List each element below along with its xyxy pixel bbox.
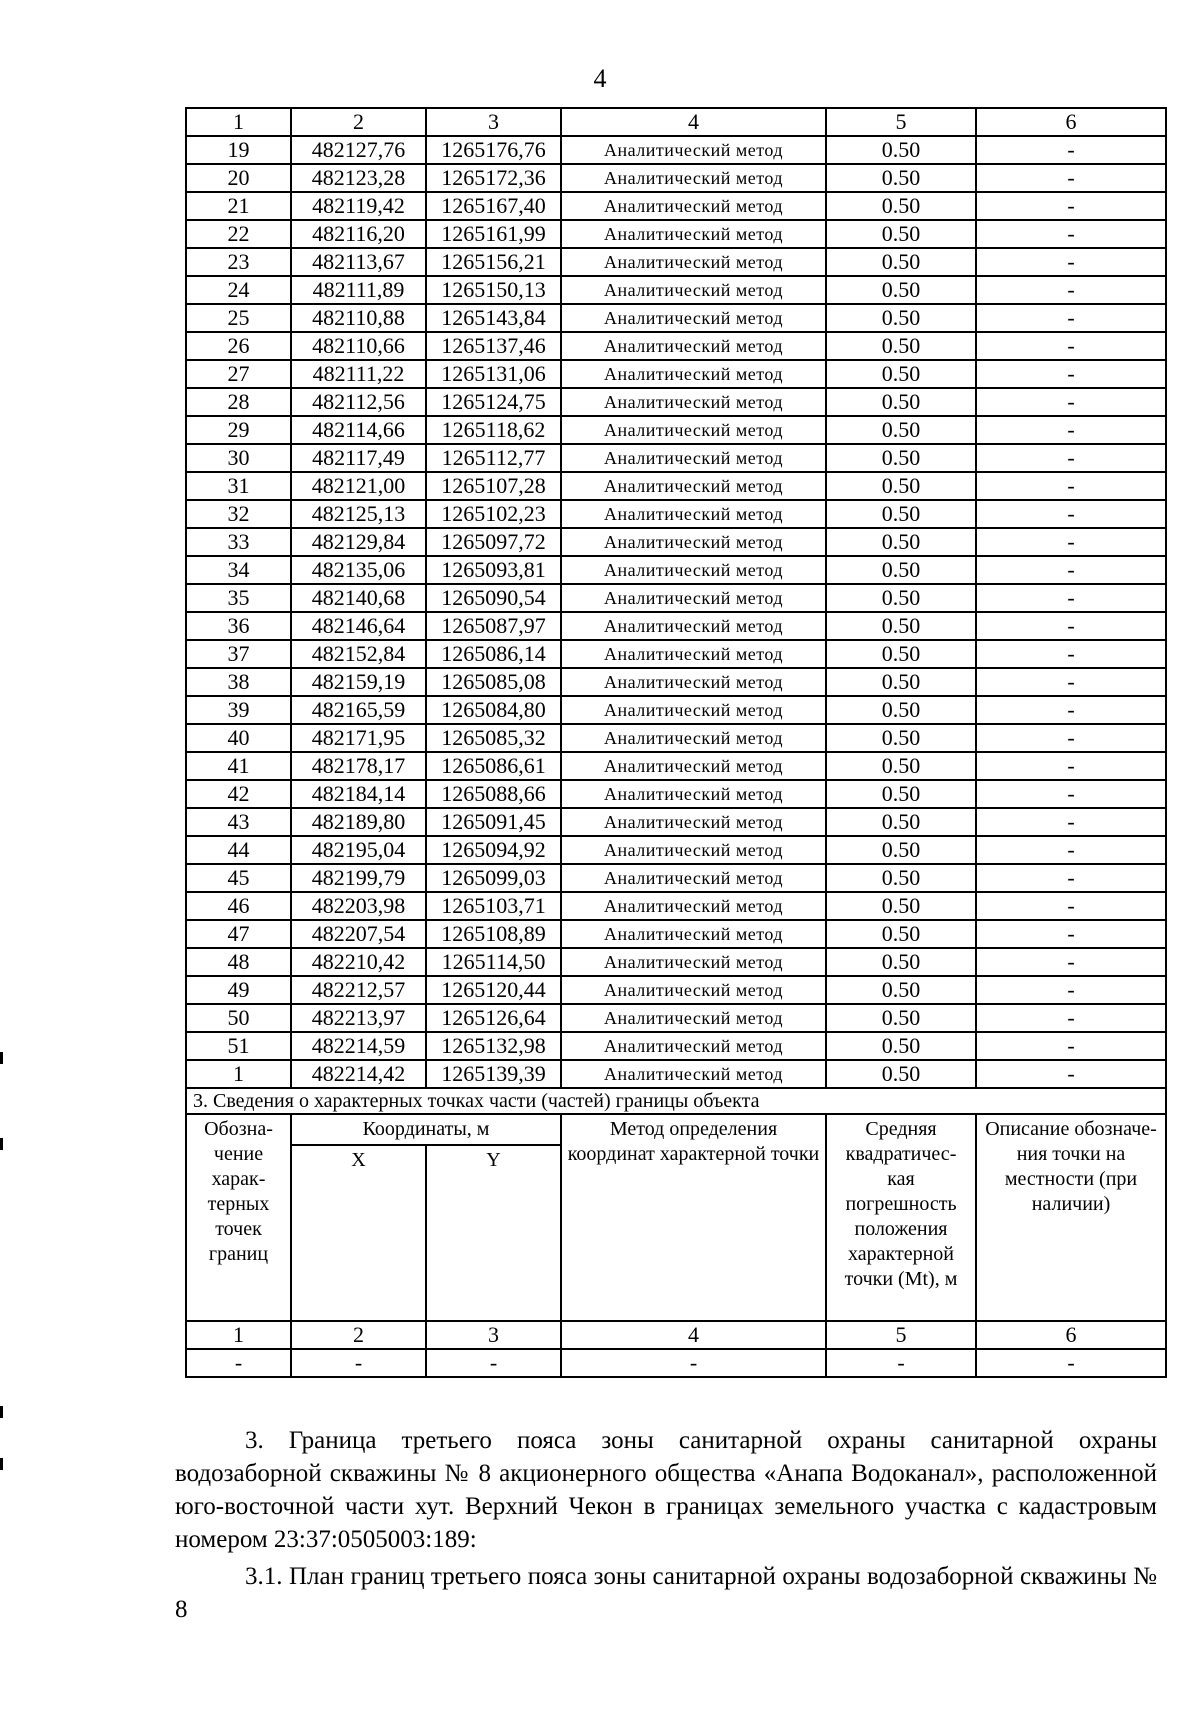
description-cell: - bbox=[976, 724, 1166, 752]
description-cell: - bbox=[976, 220, 1166, 248]
y-coordinate-cell: 1265090,54 bbox=[426, 584, 561, 612]
description-cell: - bbox=[976, 864, 1166, 892]
y-coordinate-cell: 1265114,50 bbox=[426, 948, 561, 976]
method-cell: Аналитический метод bbox=[561, 780, 826, 808]
table-row bbox=[186, 220, 1166, 248]
y-coordinate-cell: 1265099,03 bbox=[426, 864, 561, 892]
table-row bbox=[186, 192, 1166, 220]
table-row bbox=[186, 528, 1166, 556]
description-cell: - bbox=[976, 612, 1166, 640]
description-cell: - bbox=[976, 584, 1166, 612]
empty-cell: - bbox=[976, 1349, 1166, 1377]
method-cell: Аналитический метод bbox=[561, 444, 826, 472]
point-number-cell: 20 bbox=[186, 164, 291, 192]
table-row bbox=[186, 892, 1166, 920]
table-row bbox=[186, 724, 1166, 752]
table-row bbox=[186, 752, 1166, 780]
point-number-cell: 51 bbox=[186, 1032, 291, 1060]
error-cell: 0.50 bbox=[826, 1004, 976, 1032]
table-row bbox=[186, 556, 1166, 584]
error-cell: 0.50 bbox=[826, 640, 976, 668]
error-cell: 0.50 bbox=[826, 248, 976, 276]
y-coordinate-cell: 1265143,84 bbox=[426, 304, 561, 332]
description-cell: - bbox=[976, 892, 1166, 920]
method-cell: Аналитический метод bbox=[561, 220, 826, 248]
section3-empty-row bbox=[186, 1349, 1166, 1377]
column-number: 4 bbox=[561, 1321, 826, 1349]
description-cell: - bbox=[976, 1004, 1166, 1032]
description-cell: - bbox=[976, 752, 1166, 780]
table-row bbox=[186, 1060, 1166, 1088]
table-row bbox=[186, 1004, 1166, 1032]
method-cell: Аналитический метод bbox=[561, 360, 826, 388]
error-cell: 0.50 bbox=[826, 164, 976, 192]
column-number: 2 bbox=[291, 1321, 426, 1349]
point-number-cell: 26 bbox=[186, 332, 291, 360]
point-number-cell: 28 bbox=[186, 388, 291, 416]
description-cell: - bbox=[976, 556, 1166, 584]
error-cell: 0.50 bbox=[826, 864, 976, 892]
error-cell: 0.50 bbox=[826, 752, 976, 780]
point-number-cell: 30 bbox=[186, 444, 291, 472]
method-cell: Аналитический метод bbox=[561, 1004, 826, 1032]
coordinates-table bbox=[185, 107, 1167, 1378]
error-cell: 0.50 bbox=[826, 388, 976, 416]
y-coordinate-cell: 1265176,76 bbox=[426, 136, 561, 164]
paragraph-boundary-third-zone: 3. Граница третьего пояса зоны санитарной охраны санитарной охраны водозаборной скважины № 8 акционерного общества «Анапа Водоканал», расположенной юго-восточной части хут. Верхний Чекон в границах земельного участка с кадастровым номером 23:37:0505003:189: bbox=[175, 1427, 1157, 1553]
point-number-cell: 1 bbox=[186, 1060, 291, 1088]
x-coordinate-cell: 482117,49 bbox=[291, 444, 426, 472]
table-row bbox=[186, 360, 1166, 388]
point-number-cell: 22 bbox=[186, 220, 291, 248]
description-cell: - bbox=[976, 696, 1166, 724]
point-number-cell: 43 bbox=[186, 808, 291, 836]
x-coordinate-cell: 482111,22 bbox=[291, 360, 426, 388]
method-cell: Аналитический метод bbox=[561, 1032, 826, 1060]
x-coordinate-cell: 482184,14 bbox=[291, 780, 426, 808]
y-coordinate-cell: 1265094,92 bbox=[426, 836, 561, 864]
y-coordinate-cell: 1265112,77 bbox=[426, 444, 561, 472]
method-cell: Аналитический метод bbox=[561, 500, 826, 528]
table-row bbox=[186, 696, 1166, 724]
x-coordinate-cell: 482212,57 bbox=[291, 976, 426, 1004]
point-number-cell: 24 bbox=[186, 276, 291, 304]
y-coordinate-cell: 1265085,32 bbox=[426, 724, 561, 752]
point-number-cell: 29 bbox=[186, 416, 291, 444]
error-cell: 0.50 bbox=[826, 192, 976, 220]
table-row bbox=[186, 304, 1166, 332]
error-header: Средняя квадратичес- кая погрешность положения характерной точки (Mt), м bbox=[826, 1114, 976, 1321]
method-cell: Аналитический метод bbox=[561, 724, 826, 752]
section3-header-row bbox=[186, 1114, 1166, 1145]
description-cell: - bbox=[976, 304, 1166, 332]
section3-column-number-row bbox=[186, 1321, 1166, 1349]
method-cell: Аналитический метод bbox=[561, 584, 826, 612]
error-cell: 0.50 bbox=[826, 584, 976, 612]
x-coordinate-cell: 482110,66 bbox=[291, 332, 426, 360]
method-cell: Аналитический метод bbox=[561, 248, 826, 276]
error-cell: 0.50 bbox=[826, 948, 976, 976]
y-coordinate-cell: 1265120,44 bbox=[426, 976, 561, 1004]
description-cell: - bbox=[976, 444, 1166, 472]
error-cell: 0.50 bbox=[826, 668, 976, 696]
point-number-cell: 44 bbox=[186, 836, 291, 864]
y-coordinate-cell: 1265108,89 bbox=[426, 920, 561, 948]
description-cell: - bbox=[976, 948, 1166, 976]
y-coordinate-cell: 1265086,61 bbox=[426, 752, 561, 780]
error-cell: 0.50 bbox=[826, 920, 976, 948]
method-cell: Аналитический метод bbox=[561, 864, 826, 892]
x-coordinate-cell: 482210,42 bbox=[291, 948, 426, 976]
method-cell: Аналитический метод bbox=[561, 192, 826, 220]
method-cell: Аналитический метод bbox=[561, 136, 826, 164]
method-cell: Аналитический метод bbox=[561, 332, 826, 360]
point-number-cell: 47 bbox=[186, 920, 291, 948]
point-number-cell: 46 bbox=[186, 892, 291, 920]
column-number: 5 bbox=[826, 1321, 976, 1349]
paragraph-plan-heading: 3.1. План границ третьего пояса зоны санитарной охраны водозаборной скважины № 8 bbox=[175, 1563, 1157, 1623]
method-cell: Аналитический метод bbox=[561, 948, 826, 976]
x-coordinate-cell: 482213,97 bbox=[291, 1004, 426, 1032]
point-number-cell: 31 bbox=[186, 472, 291, 500]
x-coordinate-cell: 482112,56 bbox=[291, 388, 426, 416]
y-coordinate-cell: 1265139,39 bbox=[426, 1060, 561, 1088]
error-cell: 0.50 bbox=[826, 276, 976, 304]
y-coordinate-cell: 1265093,81 bbox=[426, 556, 561, 584]
table-row bbox=[186, 472, 1166, 500]
table-row bbox=[186, 416, 1166, 444]
description-cell: - bbox=[976, 360, 1166, 388]
column-number: 6 bbox=[976, 1321, 1166, 1349]
point-number-cell: 48 bbox=[186, 948, 291, 976]
description-cell: - bbox=[976, 276, 1166, 304]
coordinates-table-body bbox=[186, 108, 1166, 1088]
x-coordinate-cell: 482146,64 bbox=[291, 612, 426, 640]
table-row bbox=[186, 808, 1166, 836]
method-cell: Аналитический метод bbox=[561, 276, 826, 304]
method-cell: Аналитический метод bbox=[561, 640, 826, 668]
table-row bbox=[186, 444, 1166, 472]
coordinates-header: Координаты, м bbox=[291, 1114, 561, 1145]
x-coordinate-cell: 482140,68 bbox=[291, 584, 426, 612]
point-number-cell: 37 bbox=[186, 640, 291, 668]
scan-margin-mark bbox=[0, 1138, 3, 1150]
description-cell: - bbox=[976, 668, 1166, 696]
x-coordinate-cell: 482116,20 bbox=[291, 220, 426, 248]
y-coordinate-cell: 1265107,28 bbox=[426, 472, 561, 500]
method-cell: Аналитический метод bbox=[561, 696, 826, 724]
x-coordinate-cell: 482129,84 bbox=[291, 528, 426, 556]
table-row bbox=[186, 948, 1166, 976]
description-cell: - bbox=[976, 500, 1166, 528]
column-number: 3 bbox=[426, 1321, 561, 1349]
section3-title: 3. Сведения о характерных точках части (частей) границы объекта bbox=[186, 1088, 1166, 1114]
method-header: Метод определения координат характерной точки bbox=[561, 1114, 826, 1321]
method-cell: Аналитический метод bbox=[561, 752, 826, 780]
point-number-cell: 33 bbox=[186, 528, 291, 556]
table-row bbox=[186, 920, 1166, 948]
method-cell: Аналитический метод bbox=[561, 388, 826, 416]
error-cell: 0.50 bbox=[826, 304, 976, 332]
y-coordinate-cell: 1265132,98 bbox=[426, 1032, 561, 1060]
column-number: 3 bbox=[426, 108, 561, 136]
x-header: X bbox=[291, 1145, 426, 1321]
y-coordinate-cell: 1265172,36 bbox=[426, 164, 561, 192]
x-coordinate-cell: 482125,13 bbox=[291, 500, 426, 528]
description-cell: - bbox=[976, 640, 1166, 668]
empty-cell: - bbox=[291, 1349, 426, 1377]
method-cell: Аналитический метод bbox=[561, 668, 826, 696]
error-cell: 0.50 bbox=[826, 444, 976, 472]
description-cell: - bbox=[976, 920, 1166, 948]
error-cell: 0.50 bbox=[826, 528, 976, 556]
description-cell: - bbox=[976, 1060, 1166, 1088]
table-row bbox=[186, 836, 1166, 864]
y-coordinate-cell: 1265084,80 bbox=[426, 696, 561, 724]
point-number-cell: 34 bbox=[186, 556, 291, 584]
description-cell: - bbox=[976, 388, 1166, 416]
error-cell: 0.50 bbox=[826, 332, 976, 360]
y-coordinate-cell: 1265085,08 bbox=[426, 668, 561, 696]
description-cell: - bbox=[976, 808, 1166, 836]
scan-margin-mark bbox=[0, 1406, 3, 1418]
x-coordinate-cell: 482159,19 bbox=[291, 668, 426, 696]
table-row bbox=[186, 136, 1166, 164]
error-cell: 0.50 bbox=[826, 1060, 976, 1088]
point-number-cell: 32 bbox=[186, 500, 291, 528]
method-cell: Аналитический метод bbox=[561, 892, 826, 920]
error-cell: 0.50 bbox=[826, 976, 976, 1004]
column-number-row bbox=[186, 108, 1166, 136]
table-row bbox=[186, 640, 1166, 668]
y-header: Y bbox=[426, 1145, 561, 1321]
x-coordinate-cell: 482114,66 bbox=[291, 416, 426, 444]
point-number-cell: 39 bbox=[186, 696, 291, 724]
description-cell: - bbox=[976, 164, 1166, 192]
table-row bbox=[186, 1032, 1166, 1060]
x-coordinate-cell: 482127,76 bbox=[291, 136, 426, 164]
description-cell: - bbox=[976, 976, 1166, 1004]
point-number-cell: 45 bbox=[186, 864, 291, 892]
method-cell: Аналитический метод bbox=[561, 164, 826, 192]
table-row bbox=[186, 164, 1166, 192]
scan-margin-mark bbox=[0, 1458, 3, 1470]
error-cell: 0.50 bbox=[826, 808, 976, 836]
point-number-cell: 42 bbox=[186, 780, 291, 808]
error-cell: 0.50 bbox=[826, 220, 976, 248]
description-cell: - bbox=[976, 528, 1166, 556]
empty-cell: - bbox=[186, 1349, 291, 1377]
x-coordinate-cell: 482113,67 bbox=[291, 248, 426, 276]
error-cell: 0.50 bbox=[826, 892, 976, 920]
y-coordinate-cell: 1265124,75 bbox=[426, 388, 561, 416]
y-coordinate-cell: 1265118,62 bbox=[426, 416, 561, 444]
designation-header: Обозна- чение харак- терных точек границ bbox=[186, 1114, 291, 1321]
table-row bbox=[186, 332, 1166, 360]
x-coordinate-cell: 482199,79 bbox=[291, 864, 426, 892]
x-coordinate-cell: 482171,95 bbox=[291, 724, 426, 752]
y-coordinate-cell: 1265126,64 bbox=[426, 1004, 561, 1032]
section3-title-row bbox=[186, 1088, 1166, 1114]
error-cell: 0.50 bbox=[826, 360, 976, 388]
page-number: 4 bbox=[593, 64, 607, 93]
x-coordinate-cell: 482165,59 bbox=[291, 696, 426, 724]
y-coordinate-cell: 1265150,13 bbox=[426, 276, 561, 304]
table-row bbox=[186, 248, 1166, 276]
point-number-cell: 50 bbox=[186, 1004, 291, 1032]
y-coordinate-cell: 1265161,99 bbox=[426, 220, 561, 248]
point-number-cell: 38 bbox=[186, 668, 291, 696]
point-number-cell: 23 bbox=[186, 248, 291, 276]
description-cell: - bbox=[976, 416, 1166, 444]
x-coordinate-cell: 482152,84 bbox=[291, 640, 426, 668]
y-coordinate-cell: 1265137,46 bbox=[426, 332, 561, 360]
method-cell: Аналитический метод bbox=[561, 1060, 826, 1088]
error-cell: 0.50 bbox=[826, 724, 976, 752]
column-number: 4 bbox=[561, 108, 826, 136]
point-number-cell: 27 bbox=[186, 360, 291, 388]
table-row bbox=[186, 612, 1166, 640]
point-number-cell: 19 bbox=[186, 136, 291, 164]
description-cell: - bbox=[976, 780, 1166, 808]
method-cell: Аналитический метод bbox=[561, 472, 826, 500]
table-row bbox=[186, 864, 1166, 892]
y-coordinate-cell: 1265086,14 bbox=[426, 640, 561, 668]
point-number-cell: 41 bbox=[186, 752, 291, 780]
x-coordinate-cell: 482110,88 bbox=[291, 304, 426, 332]
table-row bbox=[186, 780, 1166, 808]
method-cell: Аналитический метод bbox=[561, 920, 826, 948]
description-cell: - bbox=[976, 332, 1166, 360]
description-cell: - bbox=[976, 836, 1166, 864]
error-cell: 0.50 bbox=[826, 1032, 976, 1060]
error-cell: 0.50 bbox=[826, 500, 976, 528]
description-cell: - bbox=[976, 136, 1166, 164]
point-number-cell: 35 bbox=[186, 584, 291, 612]
column-number: 1 bbox=[186, 1321, 291, 1349]
y-coordinate-cell: 1265097,72 bbox=[426, 528, 561, 556]
scan-margin-mark bbox=[0, 1052, 3, 1064]
y-coordinate-cell: 1265103,71 bbox=[426, 892, 561, 920]
error-cell: 0.50 bbox=[826, 612, 976, 640]
x-coordinate-cell: 482214,42 bbox=[291, 1060, 426, 1088]
x-coordinate-cell: 482203,98 bbox=[291, 892, 426, 920]
description-cell: - bbox=[976, 248, 1166, 276]
description-header: Описание обозначе- ния точки на местности (при наличии) bbox=[976, 1114, 1166, 1321]
x-coordinate-cell: 482119,42 bbox=[291, 192, 426, 220]
x-coordinate-cell: 482178,17 bbox=[291, 752, 426, 780]
method-cell: Аналитический метод bbox=[561, 976, 826, 1004]
error-cell: 0.50 bbox=[826, 780, 976, 808]
column-number: 2 bbox=[291, 108, 426, 136]
point-number-cell: 25 bbox=[186, 304, 291, 332]
method-cell: Аналитический метод bbox=[561, 304, 826, 332]
x-coordinate-cell: 482123,28 bbox=[291, 164, 426, 192]
section3-table-body bbox=[186, 1088, 1166, 1377]
y-coordinate-cell: 1265091,45 bbox=[426, 808, 561, 836]
y-coordinate-cell: 1265156,21 bbox=[426, 248, 561, 276]
x-coordinate-cell: 482207,54 bbox=[291, 920, 426, 948]
column-number: 6 bbox=[976, 108, 1166, 136]
point-number-cell: 21 bbox=[186, 192, 291, 220]
x-coordinate-cell: 482195,04 bbox=[291, 836, 426, 864]
empty-cell: - bbox=[561, 1349, 826, 1377]
x-coordinate-cell: 482111,89 bbox=[291, 276, 426, 304]
table-row bbox=[186, 276, 1166, 304]
x-coordinate-cell: 482189,80 bbox=[291, 808, 426, 836]
y-coordinate-cell: 1265102,23 bbox=[426, 500, 561, 528]
y-coordinate-cell: 1265167,40 bbox=[426, 192, 561, 220]
error-cell: 0.50 bbox=[826, 836, 976, 864]
y-coordinate-cell: 1265087,97 bbox=[426, 612, 561, 640]
description-cell: - bbox=[976, 1032, 1166, 1060]
column-number: 1 bbox=[186, 108, 291, 136]
error-cell: 0.50 bbox=[826, 556, 976, 584]
empty-cell: - bbox=[826, 1349, 976, 1377]
x-coordinate-cell: 482121,00 bbox=[291, 472, 426, 500]
table-row bbox=[186, 668, 1166, 696]
y-coordinate-cell: 1265088,66 bbox=[426, 780, 561, 808]
error-cell: 0.50 bbox=[826, 416, 976, 444]
table-row bbox=[186, 584, 1166, 612]
description-cell: - bbox=[976, 472, 1166, 500]
method-cell: Аналитический метод bbox=[561, 808, 826, 836]
error-cell: 0.50 bbox=[826, 696, 976, 724]
method-cell: Аналитический метод bbox=[561, 416, 826, 444]
table-row bbox=[186, 388, 1166, 416]
point-number-cell: 36 bbox=[186, 612, 291, 640]
point-number-cell: 49 bbox=[186, 976, 291, 1004]
empty-cell: - bbox=[426, 1349, 561, 1377]
point-number-cell: 40 bbox=[186, 724, 291, 752]
error-cell: 0.50 bbox=[826, 472, 976, 500]
description-cell: - bbox=[976, 192, 1166, 220]
method-cell: Аналитический метод bbox=[561, 556, 826, 584]
x-coordinate-cell: 482214,59 bbox=[291, 1032, 426, 1060]
x-coordinate-cell: 482135,06 bbox=[291, 556, 426, 584]
y-coordinate-cell: 1265131,06 bbox=[426, 360, 561, 388]
error-cell: 0.50 bbox=[826, 136, 976, 164]
table-row bbox=[186, 976, 1166, 1004]
method-cell: Аналитический метод bbox=[561, 836, 826, 864]
column-number: 5 bbox=[826, 108, 976, 136]
table-row bbox=[186, 500, 1166, 528]
method-cell: Аналитический метод bbox=[561, 528, 826, 556]
method-cell: Аналитический метод bbox=[561, 612, 826, 640]
